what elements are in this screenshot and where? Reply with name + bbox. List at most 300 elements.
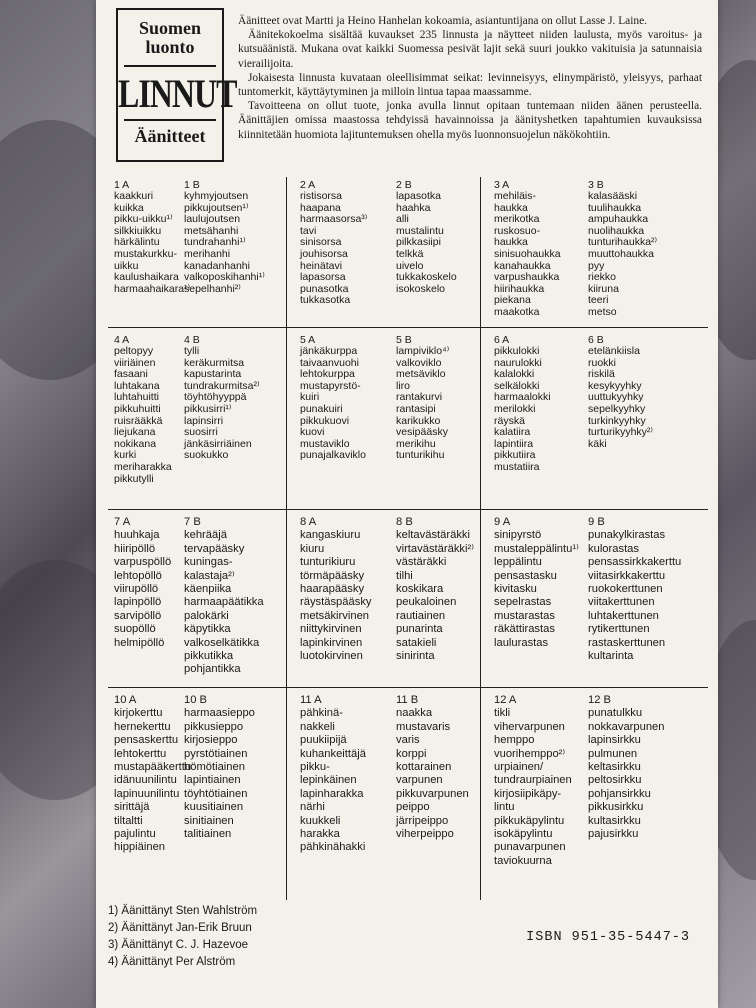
bird-name: metso <box>588 305 617 318</box>
bird-name: peltopyy <box>114 345 154 357</box>
bird-name: lapinsirri <box>184 414 224 427</box>
bird-name: punatulkku <box>588 707 643 720</box>
track-side <box>494 516 579 650</box>
bird-name: varpushaukka <box>494 271 560 284</box>
bird-name: uikku <box>114 259 139 272</box>
bird-name: jänkäkurppa <box>300 345 358 357</box>
footnote: 1) Äänittänyt Sten Wahlström <box>108 905 258 917</box>
bird-name: pensastasku <box>494 569 557 582</box>
bird-name: punavarpunen <box>494 841 566 854</box>
footnote: 4) Äänittänyt Per Alström <box>108 956 236 968</box>
side-label: 4 A <box>114 334 130 346</box>
bird-name: muuttohaukka <box>588 247 654 260</box>
side-label: 3 A <box>494 179 510 191</box>
bird-name: silkkiuikku <box>114 224 162 237</box>
bird-name: mustalintu <box>396 224 444 237</box>
bird-name: mustatiira <box>494 460 540 473</box>
bird-name: suokukko <box>184 449 229 462</box>
bird-name: turkinkyyhky <box>588 414 646 427</box>
bird-name: räkättirastas <box>494 623 555 636</box>
side-label: 5 B <box>396 334 412 346</box>
bird-name: luotokirvinen <box>300 650 363 663</box>
bird-name: viherpeippo <box>396 828 454 841</box>
bird-name: turturikyyhky²⁾ <box>588 426 654 439</box>
bird-name: tuulihaukka <box>588 201 642 214</box>
side-label: 10 B <box>184 694 208 706</box>
bird-name: punakylkirastas <box>588 529 666 542</box>
bird-name: kalatiira <box>494 426 531 439</box>
bird-name: luhtakana <box>114 379 160 392</box>
side-label: 2 B <box>396 179 412 191</box>
bird-name: räystäspääsky <box>300 596 372 609</box>
side-label: 6 B <box>588 334 604 346</box>
track-side <box>300 179 367 307</box>
bird-name: taviokuurna <box>494 854 552 867</box>
bird-name: lampiviklo⁴⁾ <box>396 345 450 357</box>
bird-name: merikihu <box>396 437 436 450</box>
bird-name: naakka <box>396 707 433 720</box>
bird-name: harmaahaikara¹⁾ <box>114 282 191 295</box>
bird-name: pikkutikka <box>184 650 234 663</box>
track-side <box>494 694 572 868</box>
column-divider <box>286 510 287 688</box>
footnote: 2) Äänittänyt Jan-Erik Bruun <box>108 922 252 934</box>
bird-name: vesipääsky <box>396 426 448 439</box>
bird-name: rastaskerttunen <box>588 636 666 649</box>
bird-name: valkoviklo <box>396 356 442 369</box>
bird-name: lapinsirkku <box>588 734 641 747</box>
bird-name: mustaviklo <box>300 437 350 450</box>
bird-name: etelänkiisla <box>588 345 640 357</box>
bird-name: ruisrääkkä <box>114 414 163 427</box>
bird-name: pikkusirkku <box>588 801 644 814</box>
bird-name: tervapääsky <box>184 542 245 555</box>
bird-name: palokärki <box>184 609 229 622</box>
bird-name: tunturikihu <box>396 449 445 462</box>
bird-name: liejukana <box>114 426 156 439</box>
bird-name: haukka <box>494 201 528 214</box>
intro-paragraph: Äänitteet ovat Martti ja Heino Hanhelan kokoamia, asiantuntijana on ollut Lasse J. Laine. <box>238 15 647 27</box>
bird-name: kuukkeli <box>300 814 341 827</box>
bird-name: luhtahuitti <box>114 391 159 404</box>
bird-name: lapintiira <box>494 437 534 450</box>
bird-name: talitiainen <box>184 828 232 841</box>
track-row <box>108 509 708 688</box>
column-divider <box>480 177 481 327</box>
track-side <box>114 179 190 295</box>
bird-name: kyhmyjoutsen <box>184 190 249 202</box>
bird-name: sinirinta <box>396 650 435 663</box>
logo-line: Suomen <box>138 18 201 38</box>
bird-name: pajulintu <box>114 828 156 841</box>
side-label: 8 A <box>300 516 317 528</box>
bird-name: sepelrastas <box>494 596 552 609</box>
bird-name: pyy <box>588 259 605 272</box>
bird-name: punarinta <box>396 623 443 636</box>
bird-name: kanadanhanhi <box>184 259 250 272</box>
bird-name: maakotka <box>494 305 540 318</box>
bird-name: uivelo <box>396 259 424 272</box>
bird-name: pikkutiira <box>494 449 536 462</box>
bird-name: karikukko <box>396 414 441 427</box>
bird-name: pähkinähakki <box>300 841 366 854</box>
column-divider <box>286 177 287 327</box>
bird-name: tunturikiuru <box>300 556 356 569</box>
bird-name: harmaasorsa³⁾ <box>300 213 368 226</box>
side-label: 12 A <box>494 694 517 706</box>
bird-name: kultasirkku <box>588 814 641 827</box>
bird-name: käenpiika <box>184 583 232 596</box>
side-label: 7 A <box>114 516 131 528</box>
bird-name: haukka <box>494 236 528 249</box>
bird-name: huuhkaja <box>114 529 160 542</box>
bird-name: riskilä <box>588 368 615 381</box>
bird-name: merihanhi <box>184 247 231 260</box>
bird-name: suopöllö <box>114 623 156 636</box>
bird-name: rytikerttunen <box>588 623 650 636</box>
bird-name: vuorihemppo²⁾ <box>494 747 566 760</box>
isbn: ISBN 951-35-5447-3 <box>526 930 690 945</box>
track-side <box>396 694 469 841</box>
bird-name: ristisorsa <box>300 190 343 202</box>
bird-name: kalasääski <box>588 190 638 202</box>
bird-name: pohjantikka <box>184 663 241 676</box>
bird-name: mustapääkerttu <box>114 761 192 774</box>
bird-name: tukkakoskelo <box>396 271 457 284</box>
side-label: 11 B <box>396 694 419 706</box>
side-label: 8 B <box>396 516 413 528</box>
bird-name: varpunen <box>396 774 443 787</box>
bird-name: leppälintu <box>494 556 542 569</box>
bird-name: töyhtötiainen <box>184 787 248 800</box>
bird-name: tunturihaukka²⁾ <box>588 236 658 249</box>
bird-name: varis <box>396 734 420 747</box>
bird-name: keräkurmitsa <box>184 356 245 369</box>
bird-name: kuiri <box>300 391 320 404</box>
side-label: 11 A <box>300 694 322 706</box>
track-side <box>114 516 171 650</box>
bird-name: kiuru <box>300 542 325 555</box>
bird-name: tundrahanhi¹⁾ <box>184 236 246 249</box>
bird-name: kaulushaikara <box>114 271 179 284</box>
bird-name: niittykirvinen <box>300 623 362 636</box>
bird-name: pikkuvarpunen <box>396 787 469 800</box>
bird-name: korppi <box>396 747 427 760</box>
bird-name: kurki <box>114 449 137 462</box>
bird-name: tilhi <box>396 569 413 582</box>
bird-name: pikkukäpylintu <box>494 814 565 827</box>
intro-paragraph: Äänitekokoelma sisältää kuvaukset 235 linnusta ja näytteet niiden laulusta, myös varoitus- ja kutsuäänistä. Mukana ovat kaikki Suomessa pesivät lajit sekä suuri joukko vakituisia ja satunnaisia vierailijoita. <box>238 29 702 70</box>
side-label: 6 A <box>494 334 510 346</box>
side-label: 10 A <box>114 694 137 706</box>
bird-name: harmaasieppo <box>184 707 255 720</box>
bird-name: kottarainen <box>396 761 452 774</box>
track-side <box>494 334 551 474</box>
track-side <box>588 179 657 319</box>
bird-name: kalastaja²⁾ <box>184 569 235 582</box>
logo <box>116 8 237 162</box>
intro-text <box>238 14 702 142</box>
track-side <box>396 179 457 295</box>
bird-name: kaakkuri <box>114 190 154 202</box>
bird-name: hippiäinen <box>114 841 166 854</box>
track-side <box>114 694 191 855</box>
bird-name: lapinpöllö <box>114 596 162 609</box>
bird-name: pyrstötiainen <box>184 747 248 760</box>
bird-name: sarvipöllö <box>114 609 162 622</box>
bird-name: keltavästäräkki <box>396 529 470 542</box>
bird-name: pensaskerttu <box>114 734 179 747</box>
bird-name: käki <box>588 437 607 450</box>
bird-name: tukkasotka <box>300 294 351 307</box>
bird-name: satakieli <box>396 636 437 649</box>
bird-name: pilkkasiipi <box>396 236 441 249</box>
bird-name: kulorastas <box>588 542 639 555</box>
side-label: 12 B <box>588 694 612 706</box>
bird-name: sinipyrstö <box>494 529 542 542</box>
bird-name: pajusirkku <box>588 828 639 841</box>
track-side <box>184 179 265 295</box>
bird-name: sepelhanhi²⁾ <box>184 282 241 295</box>
bird-name: hömötiainen <box>184 761 245 774</box>
bird-name: sinisorsa <box>300 236 342 249</box>
bird-name: lintu <box>494 801 515 814</box>
bird-name: sinitiainen <box>184 814 234 827</box>
bird-name: ruskosuo- <box>494 224 541 237</box>
bird-name: pulmunen <box>588 747 638 760</box>
bird-name: lehtopöllö <box>114 569 162 582</box>
bird-name: kultarinta <box>588 650 634 663</box>
bird-name: jouhisorsa <box>300 247 348 260</box>
bird-name: laulurastas <box>494 636 549 649</box>
side-label: 2 A <box>300 179 316 191</box>
bird-name: haahka <box>396 201 431 214</box>
bird-name: tundraurpiainen <box>494 774 572 787</box>
bird-name: mustakurkku- <box>114 247 178 260</box>
track-side <box>300 694 366 855</box>
track-side <box>184 694 255 841</box>
bird-name: töyhtöhyyppä <box>184 391 247 404</box>
bird-name: lapasorsa <box>300 271 346 284</box>
bird-name: kesykyyhky <box>588 379 642 392</box>
bird-name: västäräkki <box>396 556 447 569</box>
bird-name: pikkusieppo <box>184 720 244 733</box>
logo-line: luonto <box>145 37 195 57</box>
track-row <box>108 327 708 510</box>
track-side <box>588 334 653 450</box>
track-side <box>300 516 372 663</box>
bird-name: mustavaris <box>396 720 451 733</box>
bird-name: tiltaltti <box>114 814 143 827</box>
track-side <box>588 516 681 663</box>
bird-name: koskikara <box>396 583 444 596</box>
bird-name: merikotka <box>494 213 540 226</box>
side-label: 9 B <box>588 516 605 528</box>
bird-name: ruokokerttunen <box>588 583 663 596</box>
side-label: 1 A <box>114 179 130 191</box>
side-label: 4 B <box>184 334 200 346</box>
bird-name: viitasirkkakerttu <box>588 569 666 582</box>
bird-name: kanahaukka <box>494 259 551 272</box>
bird-name: idänuunilintu <box>114 774 177 787</box>
bird-name: pikku-uikku¹⁾ <box>114 213 173 226</box>
bird-name: harmaalokki <box>494 391 551 404</box>
bird-name: pikkutylli <box>114 472 154 485</box>
bird-name: hiirihaukka <box>494 282 545 295</box>
bird-name: törmäpääsky <box>300 569 365 582</box>
bird-name: kuusitiainen <box>184 801 244 814</box>
track-side <box>588 694 665 841</box>
bird-name: teeri <box>588 294 609 307</box>
bird-name: puukiipijä <box>300 734 347 747</box>
bird-name: sirittäjä <box>114 801 150 814</box>
bird-name: nuolihaukka <box>588 224 645 237</box>
bird-name: uuttukyyhky <box>588 391 644 404</box>
bird-name: peippo <box>396 801 430 814</box>
track-side <box>396 334 449 462</box>
bird-name: pähkinä- <box>300 707 343 720</box>
bird-name: kuovi <box>300 426 325 439</box>
bird-name: kirjokerttu <box>114 707 163 720</box>
bird-name: ampuhaukka <box>588 213 649 226</box>
side-label: 1 B <box>184 179 200 191</box>
bird-name: tavi <box>300 224 317 237</box>
column-divider <box>480 688 481 900</box>
bird-name: tundrakurmitsa²⁾ <box>184 379 260 392</box>
bird-name: käpytikka <box>184 623 231 636</box>
track-side <box>396 516 474 663</box>
bird-name: kuningas- <box>184 556 233 569</box>
bird-name: haarapääsky <box>300 583 365 596</box>
bird-name: härkälintu <box>114 236 160 249</box>
bird-name: laulujoutsen <box>184 213 241 226</box>
bird-name: sepelkyyhky <box>588 402 646 415</box>
bird-name: kalalokki <box>494 368 535 381</box>
bird-name: rautiainen <box>396 609 446 622</box>
footnote: 3) Äänittänyt C. J. Hazevoe <box>108 939 248 951</box>
bird-name: lapinharakka <box>300 787 364 800</box>
bird-name: harmaapäätikka <box>184 596 264 609</box>
bird-name: punajalkaviklo <box>300 449 366 462</box>
bird-name: suosirri <box>184 426 218 439</box>
bird-name: pohjansirkku <box>588 787 651 800</box>
logo-title: LINNUT <box>118 70 237 116</box>
bird-name: varpuspöllö <box>114 556 172 569</box>
bird-name: hernekerttu <box>114 720 171 733</box>
bird-name: mehiläis- <box>494 190 537 202</box>
bird-name: alli <box>396 213 409 226</box>
track-side <box>184 516 264 677</box>
column-divider <box>480 328 481 510</box>
bird-name: kangaskiuru <box>300 529 361 542</box>
bird-name: selkälokki <box>494 379 540 392</box>
track-row <box>108 177 708 327</box>
bird-name: viitakerttunen <box>588 596 655 609</box>
side-label: 3 B <box>588 179 604 191</box>
bird-name: metsäkirvinen <box>300 609 370 622</box>
bird-name: mustaleppälintu¹⁾ <box>494 542 579 555</box>
bird-name: naurulokki <box>494 356 542 369</box>
bird-name: keltasirkku <box>588 761 641 774</box>
bird-name: mustapyrstö- <box>300 379 361 392</box>
side-label: 7 B <box>184 516 201 528</box>
bird-name: hemppo <box>494 734 535 747</box>
bird-name: haapana <box>300 201 341 214</box>
bird-name: kiiruna <box>588 282 619 295</box>
bird-name: sinisuohaukka <box>494 247 561 260</box>
bird-name: metsähanhi <box>184 224 239 237</box>
bird-name: valkoposkihanhi¹⁾ <box>184 271 265 284</box>
side-label: 5 A <box>300 334 316 346</box>
bird-name: nakkeli <box>300 720 335 733</box>
bird-name: heinätavi <box>300 259 343 272</box>
bird-name: kehrääjä <box>184 529 227 542</box>
side-label: 9 A <box>494 516 511 528</box>
logo-subtitle: Äänitteet <box>134 126 206 146</box>
bird-name: kapustarinta <box>184 368 242 381</box>
bird-name: nokikana <box>114 437 157 450</box>
bird-name: ruokki <box>588 356 617 369</box>
bird-name: punakuiri <box>300 402 343 415</box>
bird-name: pikkulokki <box>494 345 540 357</box>
bird-name: peltosirkku <box>588 774 642 787</box>
bird-name: riekko <box>588 271 617 284</box>
bird-name: mustarastas <box>494 609 555 622</box>
bird-name: viirupöllö <box>114 583 159 596</box>
bird-name: lepinkäinen <box>300 774 357 787</box>
bird-name: metsäviklo <box>396 368 446 381</box>
bird-name: harakka <box>300 828 340 841</box>
track-side <box>300 334 366 462</box>
logo-divider <box>124 119 216 121</box>
bird-name: kuhankeittäjä <box>300 747 366 760</box>
bird-name: pikkusirri¹⁾ <box>184 402 232 415</box>
bird-name: pikkukuovi <box>300 414 350 427</box>
bird-name: kivitasku <box>494 583 537 596</box>
bird-name: viiriäinen <box>114 356 156 369</box>
intro-paragraph: Tavoitteena on ollut tuote, jonka avulla linnut opitaan tuntemaan niiden äänen perusteella. Äänittäjien omissa maastossa tehdyissä havainnoissa ja äänityshetken tapahtumien kuvauksissa kiinnitetään huomiota lajituntemuksen ohella myös luonnonsuojelun näkökohtiin. <box>238 100 702 141</box>
bird-name: lapinkirvinen <box>300 636 363 649</box>
bird-name: närhi <box>300 801 325 814</box>
intro-paragraph: Jokaisesta linnusta kuvataan oleellisimmat seikat: levinneisyys, elinympäristö, yleisyys, parhaat tuntomerkit, käyttäytyminen ja milloin lintua tapaa maassamme. <box>238 71 702 99</box>
bird-name: rantasipi <box>396 402 436 415</box>
bird-name: lapintiainen <box>184 774 241 787</box>
bird-name: isokoskelo <box>396 282 446 295</box>
bird-name: meriharakka <box>114 460 172 473</box>
bird-name: rantakurvi <box>396 391 443 404</box>
bird-name: lehtokurppa <box>300 368 355 381</box>
track-side <box>494 179 561 319</box>
bird-name: kirjosieppo <box>184 734 238 747</box>
bird-name: lehtokerttu <box>114 747 167 760</box>
bird-name: valkoselkätikka <box>184 636 260 649</box>
bird-name: fasaani <box>114 368 148 381</box>
booklet-sheet <box>96 0 718 1008</box>
column-divider <box>286 688 287 900</box>
bird-name: pensassirkkakerttu <box>588 556 682 569</box>
bird-name: pikkuhuitti <box>114 402 161 415</box>
bird-name: pikkujoutsen¹⁾ <box>184 201 249 214</box>
bird-name: nokkavarpunen <box>588 720 665 733</box>
bird-name: punasotka <box>300 282 349 295</box>
column-divider <box>480 510 481 688</box>
bird-name: vihervarpunen <box>494 720 565 733</box>
bird-name: pikku- <box>300 761 330 774</box>
bird-name: urpiainen/ <box>494 761 544 774</box>
bird-name: isokäpylintu <box>494 828 553 841</box>
bird-name: järripeippo <box>396 814 449 827</box>
bird-name: liro <box>396 379 411 392</box>
